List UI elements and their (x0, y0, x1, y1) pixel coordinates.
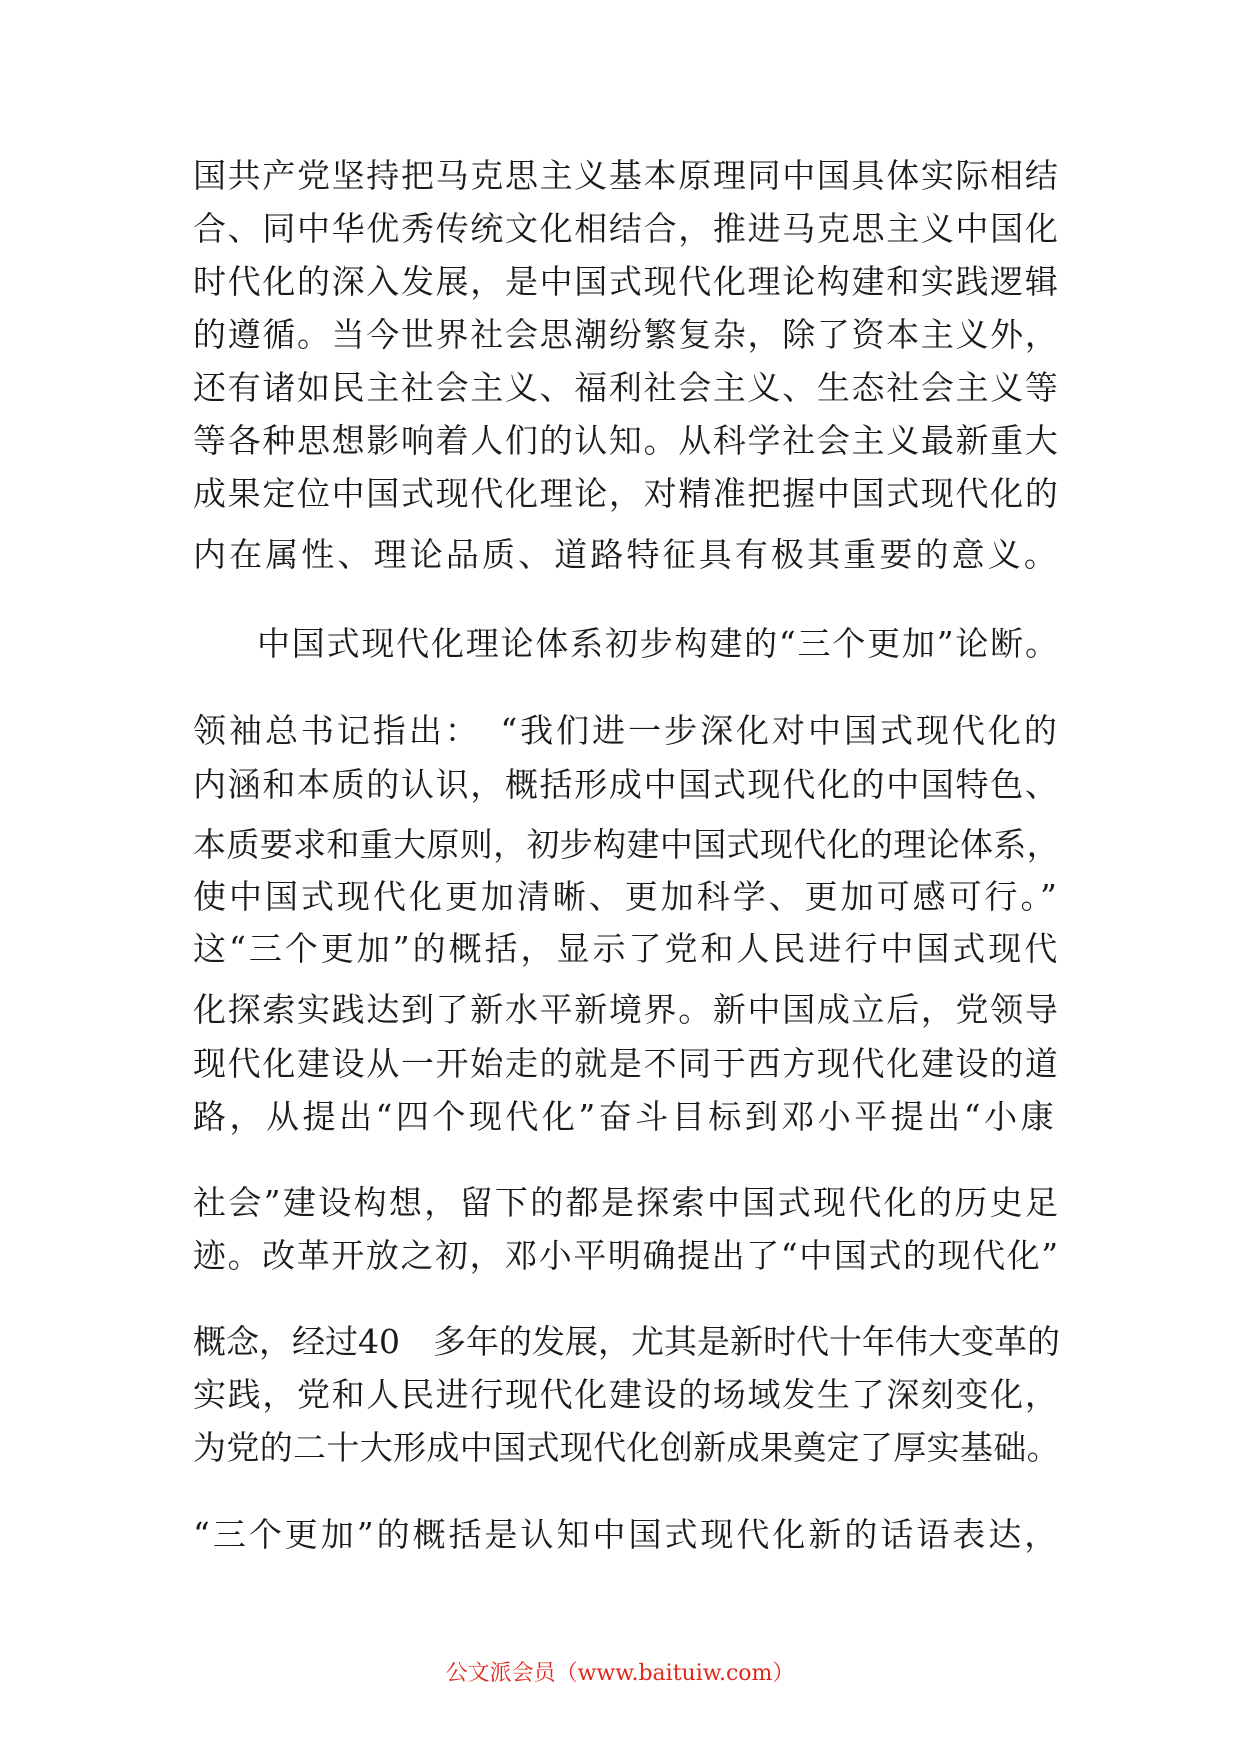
body-text-line: 还有诸如民主社会主义、福利社会主义、生态社会主义等 (193, 368, 1060, 407)
body-text-line: 实践，党和人民进行现代化建设的场域发生了深刻变化， (193, 1375, 1060, 1414)
body-text-line: “三个更加”的概括是认知中国式现代化新的话语表达， (193, 1515, 1061, 1554)
body-text-line: 国共产党坚持把马克思主义基本原理同中国具体实际相结 (193, 156, 1060, 195)
body-text-line: 等各种思想影响着人们的认知。从科学社会主义最新重大 (193, 421, 1060, 460)
body-text-line: 内在属性、理论品质、道路特征具有极其重要的意义。 (193, 535, 1060, 574)
body-text-line: 本质要求和重大原则，初步构建中国式现代化的理论体系， (193, 825, 1060, 864)
body-text-line: 使中国式现代化更加清晰、更加科学、更加可感可行。” (193, 877, 1060, 916)
body-text-line: 路，从提出“四个现代化”奋斗目标到邓小平提出“小康 (193, 1097, 1058, 1136)
section-heading: 中国式现代化理论体系初步构建的“三个更加”论断。 (257, 624, 1060, 663)
body-text-line: 概念，经过40 多年的发展，尤其是新时代十年伟大变革的 (193, 1322, 1060, 1361)
body-text-line: 现代化建设从一开始走的就是不同于西方现代化建设的道 (193, 1044, 1060, 1083)
body-text-line: 这“三个更加”的概括，显示了党和人民进行中国式现代 (193, 929, 1061, 968)
body-text-line: 内涵和本质的认识，概括形成中国式现代化的中国特色、 (193, 765, 1060, 804)
body-text-line: 领袖总书记指出： “我们进一步深化对中国式现代化的 (193, 711, 1060, 750)
body-text-line: 化探索实践达到了新水平新境界。新中国成立后，党领导 (193, 990, 1060, 1029)
body-text-line: 成果定位中国式现代化理论，对精准把握中国式现代化的 (193, 474, 1060, 513)
body-text-line: 的遵循。当今世界社会思潮纷繁复杂，除了资本主义外， (193, 315, 1060, 354)
body-text-line: 迹。改革开放之初，邓小平明确提出了“中国式的现代化” (193, 1236, 1060, 1275)
footer-watermark-text: 公文派会员（www.baituiw.com） (445, 1661, 795, 1686)
body-text-line: 时代化的深入发展，是中国式现代化理论构建和实践逻辑 (193, 262, 1060, 301)
body-text-line: 合、同中华优秀传统文化相结合，推进马克思主义中国化 (193, 209, 1060, 248)
body-text-line: 社会”建设构想，留下的都是探索中国式现代化的历史足 (193, 1183, 1061, 1222)
body-text-line: 为党的二十大形成中国式现代化创新成果奠定了厚实基础。 (193, 1428, 1060, 1467)
